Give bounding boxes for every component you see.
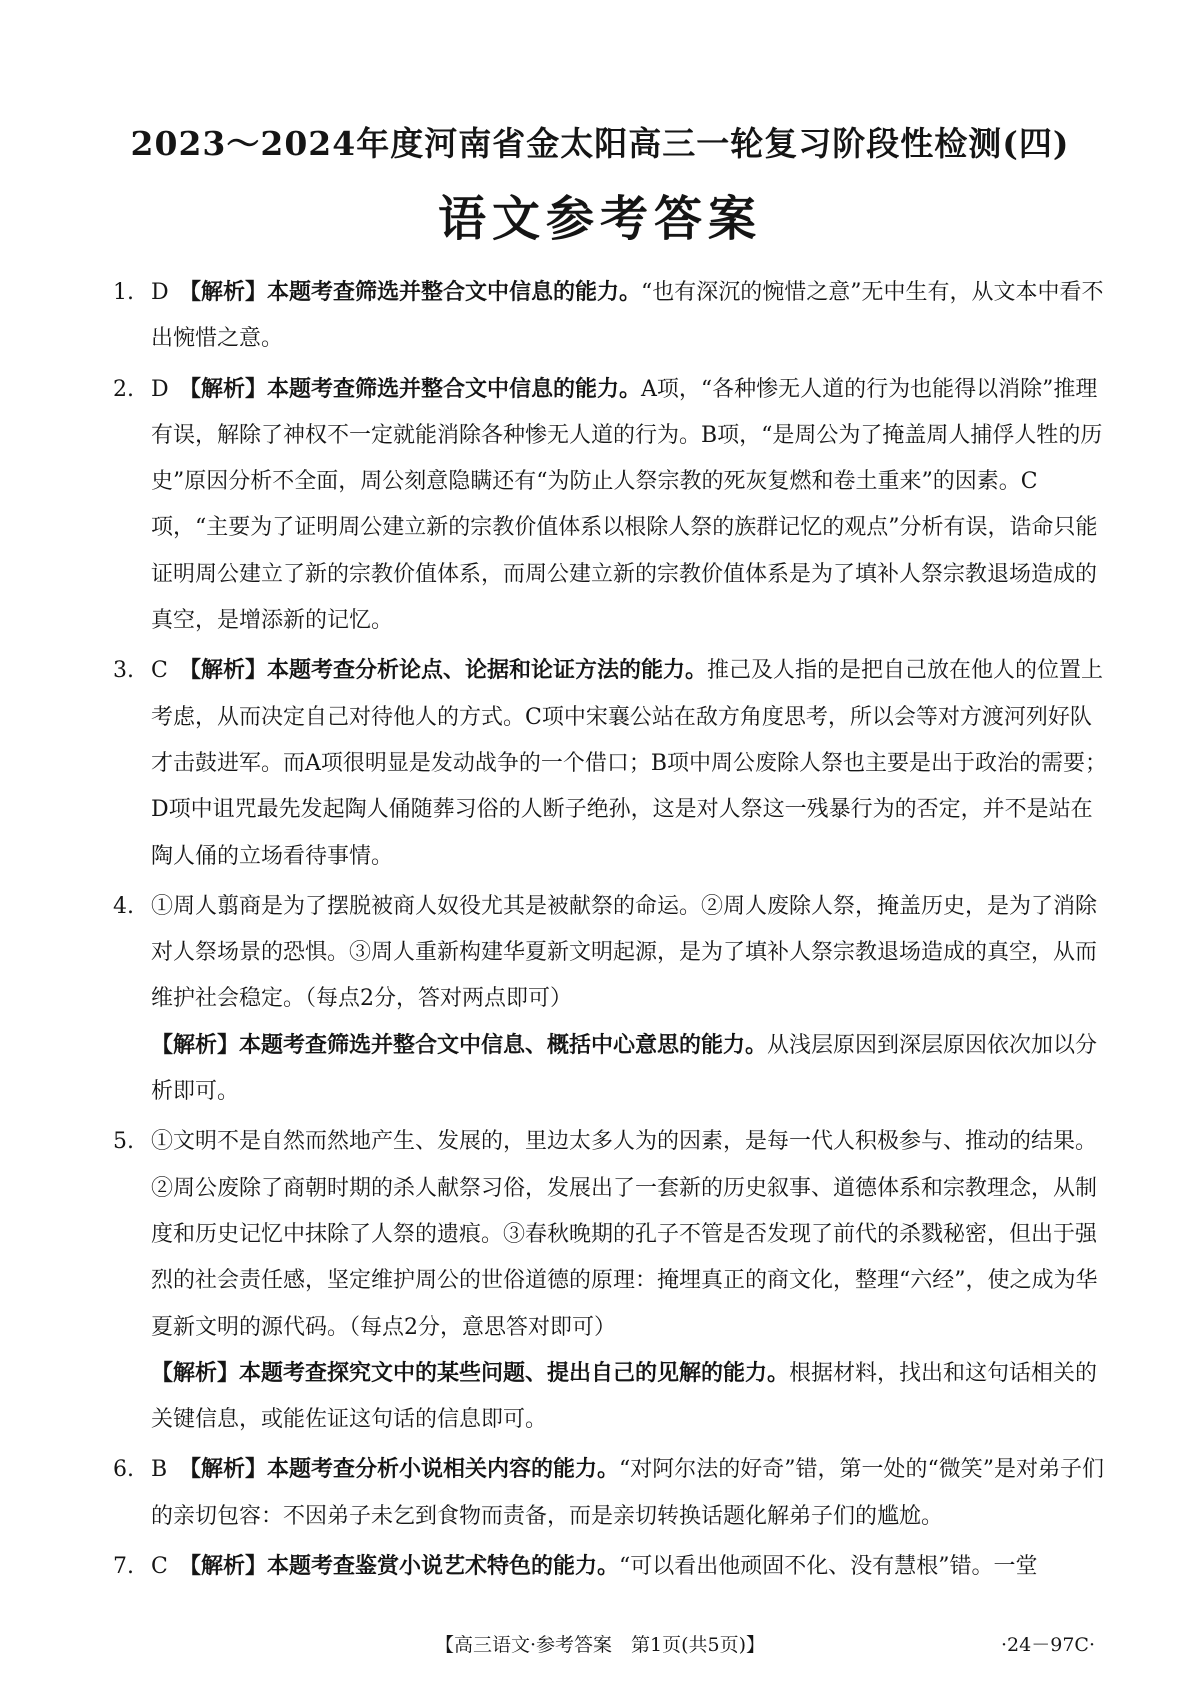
analysis-text: “对阿尔法的好奇”错，第一处的“微笑”是对弟子们的亲切包容：不因弟子未乞到食物而责备，而是亲切转换话题化解弟子们的尴尬。 bbox=[151, 1457, 1105, 1529]
analysis-tag: 【解析】 bbox=[151, 1360, 240, 1386]
item-answer: C bbox=[151, 1554, 168, 1580]
analysis-tag: 【解析】 bbox=[179, 1457, 268, 1483]
analysis-tag: 【解析】 bbox=[179, 1554, 268, 1580]
analysis-lead: 本题考查探究文中的某些问题、提出自己的见解的能力。 bbox=[239, 1360, 790, 1386]
analysis-tag: 【解析】 bbox=[151, 1032, 240, 1058]
analysis-tag: 【解析】 bbox=[179, 280, 268, 305]
item-number: 4. bbox=[113, 893, 134, 919]
analysis-text: 推己及人指的是把自己放在他人的位置上考虑，从而决定自己对待他人的方式。C项中宋襄公站在敌方角度思考，所以会等对方渡河列好队才击鼓进军。而A项很明显是发动战争的一个借口；B项中周公废除人祭也主要是出于政治的需要；D项中诅咒最先发起陶人俑随葬习俗的人断子绝孙，这是对人祭这一残暴行为的否定，并不是站在陶人俑的立场看待事情。 bbox=[151, 658, 1108, 869]
analysis-text: A项，“各种惨无人道的行为也能得以消除”推理有误，解除了神权不一定就能消除各种惨无人道的行为。B项，“是周公为了掩盖周人捕俘人牲的历史”原因分析不全面，周公刻意隐瞒还有“为防止人祭宗教的死灰复燃和卷土重来”的因素。C项，“主要为了证明周公建立新的宗教价值体系以根除人祭的族群记忆的观点”分析有误，诰命只能证明周公建立了新的宗教价值体系，而周公建立新的宗教价值体系是为了填补人祭宗教退场造成的真空，是增添新的记忆。 bbox=[151, 376, 1103, 634]
item-answer: C bbox=[151, 658, 168, 684]
analysis-text: 根据材料，找出和这句话相关的关键信息，或能佐证这句话的信息即可。 bbox=[151, 1360, 1098, 1433]
answer-item-1 bbox=[113, 270, 1113, 363]
answer-item-6 bbox=[113, 1447, 1113, 1540]
answer-item-4 bbox=[113, 884, 1113, 1115]
analysis-text: “也有深沉的惋惜之意”无中生有，从文本中看不出惋惜之意。 bbox=[151, 280, 1104, 352]
item-answer: D bbox=[151, 280, 169, 305]
analysis-lead: 本题考查分析小说相关内容的能力。 bbox=[267, 1457, 620, 1483]
footer-code: ·24－97C· bbox=[1001, 1634, 1095, 1656]
item-number: 1. bbox=[113, 280, 134, 305]
document-subtitle: 语文参考答案 bbox=[437, 191, 762, 247]
analysis-note bbox=[151, 1351, 1113, 1444]
footer-page-info: 【高三语文·参考答案 第1页(共5页)】 bbox=[434, 1634, 766, 1656]
analysis-text: 从浅层原因到深层原因依次加以分析即可。 bbox=[151, 1032, 1098, 1105]
page-footer bbox=[0, 1630, 1200, 1660]
item-answer: B bbox=[151, 1457, 168, 1483]
analysis-note bbox=[151, 1023, 1113, 1116]
answer-item-7 bbox=[113, 1544, 1113, 1590]
item-number: 3. bbox=[113, 658, 134, 684]
analysis-lead: 本题考查分析论点、论据和论证方法的能力。 bbox=[267, 658, 708, 684]
answer-item-3 bbox=[113, 648, 1113, 879]
answer-list bbox=[113, 270, 1113, 1594]
analysis-tag: 【解析】 bbox=[179, 658, 268, 684]
item-number: 6. bbox=[113, 1457, 134, 1483]
analysis-lead: 本题考查筛选并整合文中信息的能力。 bbox=[267, 280, 642, 305]
item-number: 7. bbox=[113, 1554, 134, 1580]
document-title: 2023～2024年度河南省金太阳高三一轮复习阶段性检测(四) bbox=[130, 124, 1070, 163]
answer-text: ①文明不是自然而然地产生、发展的，里边太多人为的因素，是每一代人积极参与、推动的结果。②周公废除了商朝时期的杀人献祭习俗，发展出了一套新的历史叙事、道德体系和宗教理念，从制度和历史记忆中抹除了人祭的遗痕。③春秋晚期的孔子不管是否发现了前代的杀戮秘密，但出于强烈的社会责任感，坚定维护周公的世俗道德的原理：掩埋真正的商文化，整理“六经”，使之成为华夏新文明的源代码。（每点2分，意思答对即可） bbox=[151, 1129, 1098, 1340]
item-number: 5. bbox=[113, 1129, 134, 1155]
analysis-tag: 【解析】 bbox=[179, 376, 268, 402]
analysis-lead: 本题考查筛选并整合文中信息的能力。 bbox=[267, 376, 642, 402]
analysis-text: “可以看出他顽固不化、没有慧根”错。一堂 bbox=[619, 1554, 1038, 1580]
item-answer: D bbox=[151, 376, 169, 402]
answer-item-5 bbox=[113, 1119, 1113, 1443]
item-number: 2. bbox=[113, 376, 134, 402]
analysis-lead: 本题考查鉴赏小说艺术特色的能力。 bbox=[267, 1554, 620, 1580]
answer-text: ①周人翦商是为了摆脱被商人奴役尤其是被献祭的命运。②周人废除人祭，掩盖历史，是为了消除对人祭场景的恐惧。③周人重新构建华夏新文明起源，是为了填补人祭宗教退场造成的真空，从而维护社会稳定。（每点2分，答对两点即可） bbox=[151, 893, 1098, 1012]
answer-item-2 bbox=[113, 367, 1113, 645]
analysis-lead: 本题考查筛选并整合文中信息、概括中心意思的能力。 bbox=[239, 1032, 768, 1058]
